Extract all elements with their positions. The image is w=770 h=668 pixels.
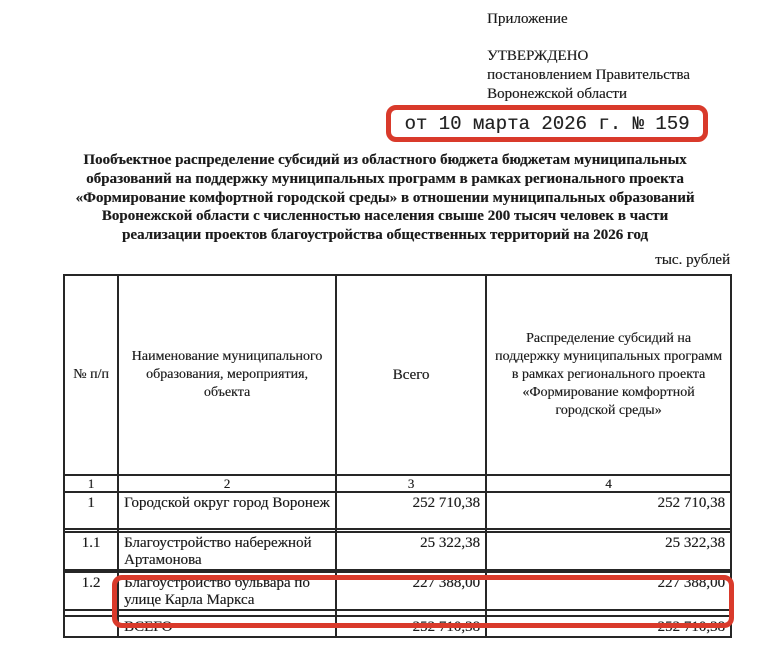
column-number-cell: 3 [336,475,486,492]
table-row-highlighted [64,572,731,610]
row-number-cell [64,616,118,637]
row-number-cell: 1 [64,492,118,529]
name-cell: Городской округ город Воронеж [118,492,336,529]
table-header-row [64,275,731,475]
total-cell: 25 322,38 [336,532,486,570]
subsidy-cell: 252 710,38 [486,492,731,529]
column-number-cell: 4 [486,475,731,492]
units-label: тыс. рублей [655,252,730,268]
total-cell: 252 710,38 [336,492,486,529]
header-cell-name: Наименование муниципального образования, мероприятия, объекта [118,275,336,475]
subsidy-cell: 25 322,38 [486,532,731,570]
total-cell: 252 710,38 [336,616,486,637]
approved-by-line2: Воронежской области [487,86,627,102]
header-cell-number: № п/п [64,275,118,475]
column-number-cell: 2 [118,475,336,492]
approved-label: УТВЕРЖДЕНО [487,48,589,64]
header-cell-total: Всего [336,275,486,475]
table-row [64,492,731,529]
table-row [64,532,731,570]
name-cell: ВСЕГО [118,616,336,637]
name-cell: Благоустройство набережной Артамонова [118,532,336,570]
appendix-label: Приложение [487,11,568,27]
date-highlight-box [386,105,708,142]
subsidy-cell: 227 388,00 [486,572,731,610]
approved-stamp [487,47,690,104]
page-title: Пообъектное распределение субсидий из областного бюджета бюджетам муниципальных образований на поддержку муниципальных программ в рамках регионального проекта «Формирование комфортной городской среды» в отношении муниципальных образований Воронежской области с численностью населения свыше 200 тысяч человек в части реализации проектов благоустройства общественных территорий на 2026 год [75,152,695,244]
header-cell-subsidy: Распределение субсидий на поддержку муниципальных программ в рамках регионального проекта «Формирование комфортной городской среды» [486,275,731,475]
column-number-cell: 1 [64,475,118,492]
row-number-cell: 1.1 [64,532,118,570]
subsidy-table [63,274,732,638]
name-cell: Благоустройство бульвара по улице Карла Маркса [118,572,336,610]
approved-by-line1: постановлением Правительства [487,67,690,83]
table-row [64,616,731,637]
column-number-row [64,475,731,492]
table-body [64,275,731,637]
row-number-cell: 1.2 [64,572,118,610]
date-stamp-text: от 10 марта 2026 г. № 159 [404,112,690,135]
total-cell: 227 388,00 [336,572,486,610]
subsidy-cell: 252 710,38 [486,616,731,637]
